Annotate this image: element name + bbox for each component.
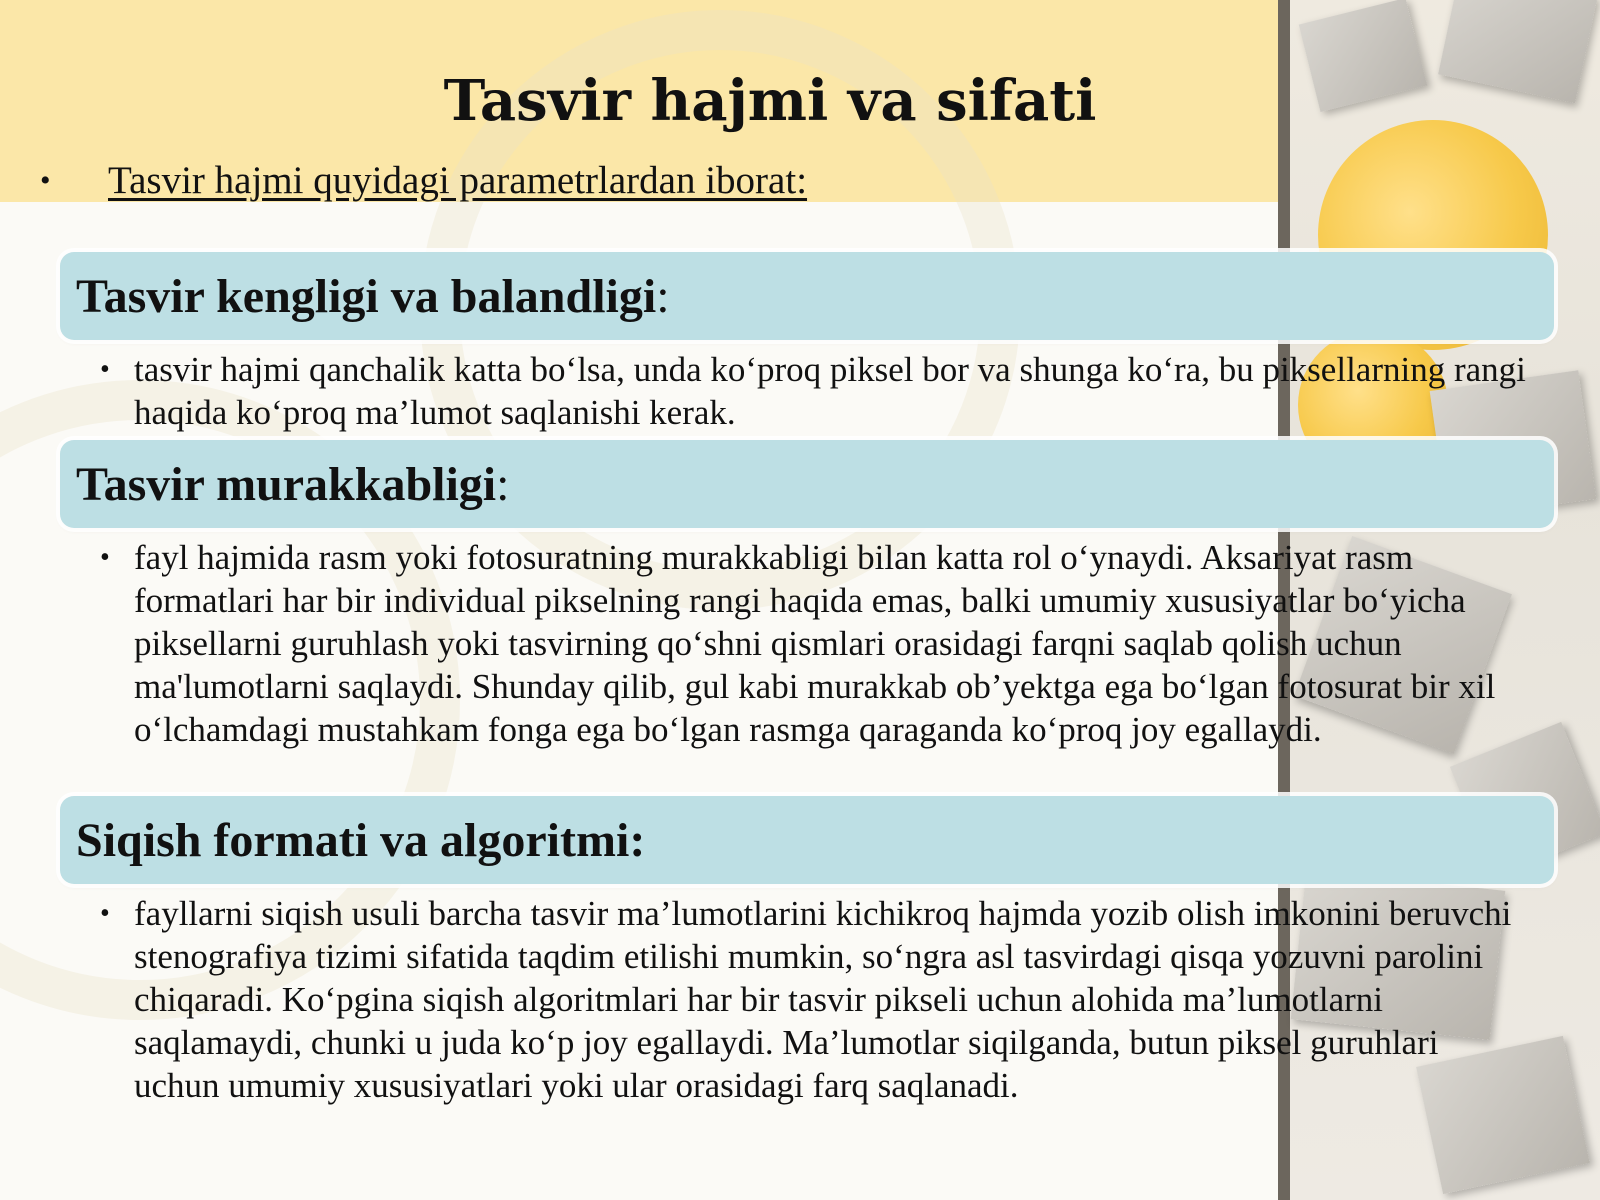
- heading-colon: :: [656, 269, 670, 323]
- section-body: [100, 348, 1530, 434]
- intro-line: [40, 158, 807, 203]
- section-paragraph: fayl hajmida rasm yoki fotosuratning murakkabligi bilan katta rol o‘ynaydi. Aksariyat rasm formatlari har bir individual pikselning rangi haqida emas, balki umumiy xususiyatlar bo‘yicha piksellarni guruhlash yoki tasvirning qo‘shni qismlari orasidagi farqni saqlab qolish uchun ma'lumotlarni saqlaydi. Shunday qilib, gul kabi murakkab ob’yektga ega bo‘lgan fotosurat bir xil o‘lchamdagi mustahkam fonga ega bo‘lgan rasmga qaraganda ko‘proq joy egallaydi.: [134, 538, 1496, 749]
- heading-colon: :: [496, 457, 510, 511]
- bullet-dot: •: [40, 163, 51, 197]
- section-heading-text: Tasvir kengligi va balandligi: [76, 269, 657, 323]
- section-paragraph: fayllarni siqish usuli barcha tasvir ma’lumotlarini kichikroq hajmda yozib olish imkonini beruvchi stenografiya tizimi sifatida taqdim etilishi mumkin, so‘ngra asl tasvirdagi qisqa yozuvni parolini chiqaradi. Ko‘pgina siqish algoritmlari har bir tasvir pikseli uchun alohida ma’lumotlarni saqlamaydi, chunki u juda ko‘p joy egallaydi. Ma’lumotlar siqilganda, butun piksel guruhlari uchun umumiy xususiyatlari yoki ular orasidagi farq saqlanadi.: [134, 894, 1512, 1105]
- bullet-dot: •: [100, 898, 110, 929]
- intro-text: Tasvir hajmi quyidagi parametrlardan iborat:: [108, 159, 808, 202]
- section-body: [100, 536, 1530, 751]
- section-body: [100, 892, 1530, 1107]
- section-header-bar: [60, 796, 1554, 884]
- slide-title: Tasvir hajmi va sifati: [443, 68, 1097, 134]
- section-heading-text: Tasvir murakkabligi: [76, 457, 497, 511]
- section-header-bar: [60, 252, 1554, 340]
- section-heading-text: Siqish formati va algoritmi:: [76, 813, 646, 867]
- gray-block-shape: [1299, 0, 1428, 112]
- bullet-dot: •: [100, 542, 110, 573]
- section-header-bar: [60, 440, 1554, 528]
- section-heading: [76, 457, 509, 512]
- section-heading: [76, 813, 645, 868]
- bullet-dot: •: [100, 354, 110, 385]
- gray-block-shape: [1438, 0, 1598, 103]
- section-paragraph: tasvir hajmi qanchalik katta bo‘lsa, unda ko‘proq piksel bor va shunga ko‘ra, bu piksellarning rangi haqida ko‘proq ma’lumot saqlanishi kerak.: [134, 350, 1526, 432]
- section-heading: [76, 269, 670, 324]
